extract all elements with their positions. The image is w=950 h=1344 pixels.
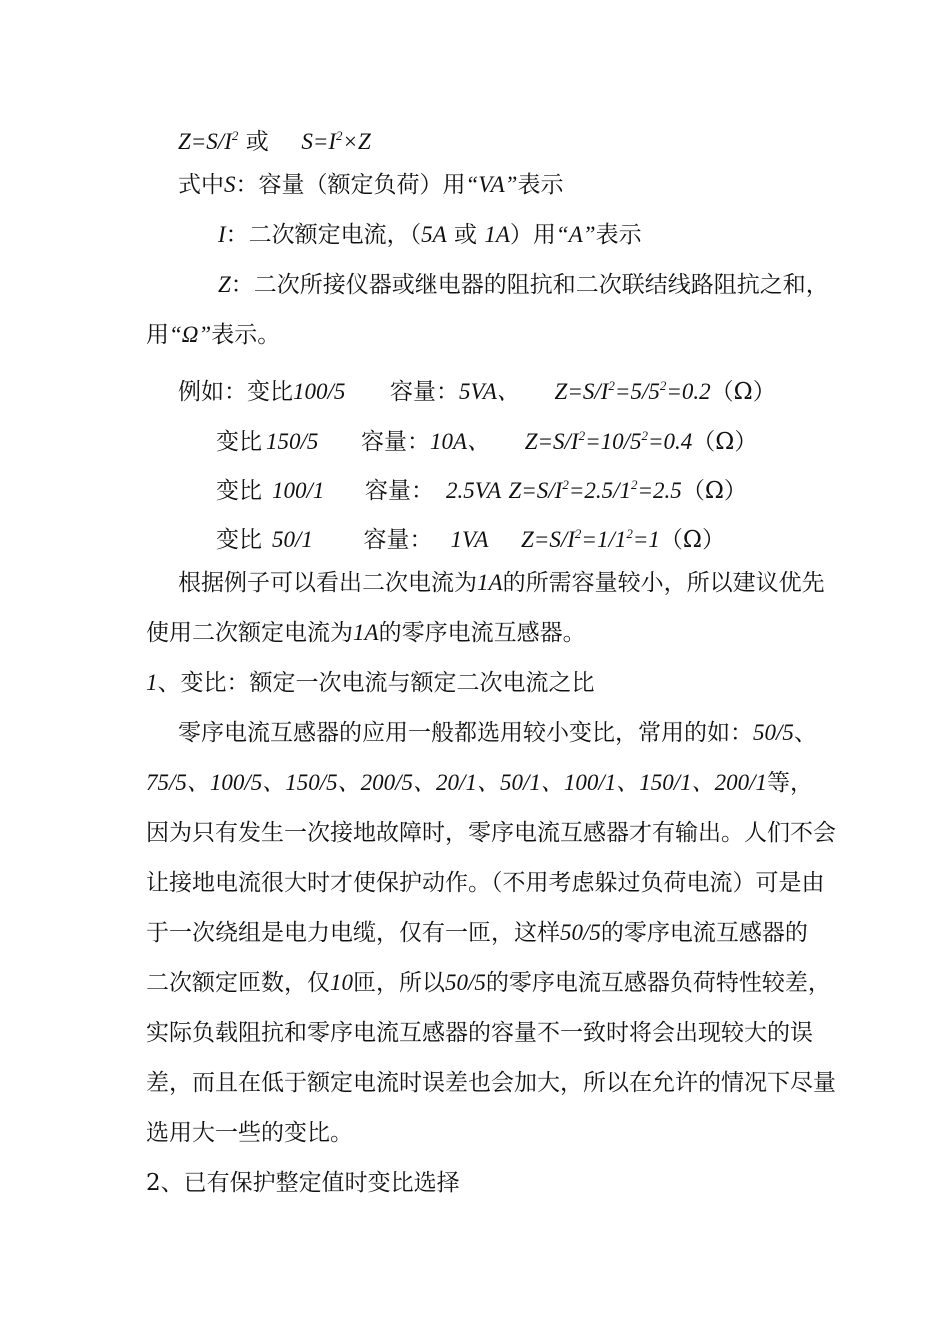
para1-line-8 <box>146 1068 836 1098</box>
where-z-prefix: 用 <box>146 322 169 348</box>
section-title: 2、已有保护整定值时变比选择 <box>146 1170 460 1196</box>
where-s-text: ：容量（额定负荷）用 <box>235 172 466 198</box>
ratio-value: 50/5 <box>753 720 794 745</box>
conclusion-text: 的零序电流互感器。 <box>378 620 586 646</box>
example-label: 例如：变比 <box>178 379 293 405</box>
value-1a: 1A <box>477 570 503 595</box>
example-calc: Z=S/I <box>524 429 579 454</box>
exponent: 2 <box>626 526 633 541</box>
example-unit: （Ω） <box>710 379 776 405</box>
exponent: 2 <box>578 428 586 443</box>
exponent: 2 <box>631 477 638 492</box>
example-calc: =0.2 <box>666 379 711 404</box>
where-z-line <box>218 270 829 300</box>
where-z-line-2 <box>146 320 280 350</box>
where-z-text: ：二次所接仪器或继电器的阻抗和二次联结线路阻抗之和， <box>230 272 829 298</box>
paragraph-text: 于一次绕组是电力电缆，仅有一匝，这样 <box>146 920 560 946</box>
value-1a: 1A <box>353 620 379 645</box>
section-2-heading <box>146 1168 460 1198</box>
s-exponent: 2 <box>336 128 343 143</box>
z-formula: Z=S/I <box>178 129 232 154</box>
conclusion-line-1 <box>178 568 825 598</box>
para1-line-7 <box>146 1018 813 1048</box>
paragraph-text: 匝，所以 <box>353 970 445 996</box>
where-i-text: ：二次额定电流，（ <box>225 222 422 248</box>
example-calc: =2.5 <box>637 478 682 503</box>
formula-line <box>178 121 371 157</box>
exponent: 2 <box>562 477 569 492</box>
para1-line-9 <box>146 1118 353 1148</box>
paragraph-text: 等， <box>767 770 814 796</box>
conclusion-text: 使用二次额定电流为 <box>146 620 353 646</box>
s-formula: S=I <box>301 129 336 154</box>
ratio-value: 50/5 <box>445 970 486 995</box>
unit-a: “A” <box>555 222 596 247</box>
example-ratio: 100/5 <box>293 379 346 404</box>
example-unit: （Ω） <box>692 429 758 455</box>
example-calc: =1 <box>632 527 660 552</box>
example-label: 变比 <box>216 478 262 504</box>
where-z-suffix: 表示。 <box>211 322 281 348</box>
example-calc: =1/1 <box>581 527 627 552</box>
paragraph-text: 差，而且在低于额定电流时误差也会加大，所以在允许的情况下尽量 <box>146 1070 836 1096</box>
symbol-i: I <box>218 222 226 247</box>
para1-line-6 <box>146 968 831 998</box>
capacity-label: 容量： <box>363 527 433 553</box>
paragraph-text: 因为只有发生一次接地故障时，零序电流互感器才有输出。人们不会 <box>146 820 836 846</box>
example-label: 变比 <box>216 429 262 455</box>
s-formula-tail: ×Z <box>342 129 371 154</box>
paragraph-text: 、 <box>793 720 817 746</box>
example-calc: =0.4 <box>648 429 693 454</box>
turns-value: 10 <box>330 970 353 995</box>
example-capacity: 10A、 <box>430 429 491 454</box>
example-unit: （Ω） <box>681 478 747 504</box>
conclusion-text: 根据例子可以看出二次电流为 <box>178 570 477 596</box>
para1-line-4 <box>146 868 825 898</box>
where-s-line <box>178 170 563 200</box>
ratio-list: 75/5、100/5、150/5、200/5、20/1、50/1、100/1、150/1、200/1 <box>146 770 768 795</box>
example-unit: （Ω） <box>659 527 725 553</box>
where-prefix: 式中 <box>178 172 224 198</box>
z-exponent: 2 <box>231 128 239 143</box>
para1-line-3 <box>146 818 836 848</box>
example-calc: Z=S/I <box>554 379 609 404</box>
where-s-suffix: 表示 <box>517 172 564 198</box>
example-capacity: 2.5VA <box>446 478 502 503</box>
paragraph-text: 让接地电流很大时才使保护动作。（不用考虑躲过负荷电流）可是由 <box>146 870 825 896</box>
value-5a: 5A <box>421 222 447 247</box>
value-1a: 1A <box>484 222 510 247</box>
or-word: 或 <box>454 222 478 248</box>
unit-ohm: “Ω” <box>169 322 212 347</box>
para1-line-5 <box>146 918 808 948</box>
capacity-label: 容量： <box>365 478 435 504</box>
example-row <box>178 371 776 407</box>
example-calc: Z=S/I <box>508 478 563 503</box>
section-number: 1 <box>146 670 158 695</box>
section-1-heading <box>146 668 595 698</box>
example-ratio: 50/1 <box>272 527 313 552</box>
ratio-value: 50/5 <box>560 920 601 945</box>
example-calc: =2.5/1 <box>568 478 632 503</box>
example-calc: =5/5 <box>614 379 660 404</box>
paragraph-text: 的零序电流互感器的 <box>600 920 808 946</box>
or-word: 或 <box>245 129 269 155</box>
example-label: 变比 <box>216 527 262 553</box>
paragraph-text: 选用大一些的变比。 <box>146 1120 353 1146</box>
exponent: 2 <box>659 378 667 393</box>
paragraph-text: 的零序电流互感器负荷特性较差， <box>485 970 831 996</box>
example-row <box>216 519 725 555</box>
paragraph-text: 零序电流互感器的应用一般都选用较小变比，常用的如： <box>178 720 753 746</box>
para1-line-2 <box>146 768 813 798</box>
example-ratio: 100/1 <box>272 478 325 503</box>
example-calc: =10/5 <box>585 429 642 454</box>
paragraph-text: 二次额定匝数，仅 <box>146 970 330 996</box>
example-capacity: 5VA、 <box>459 379 520 404</box>
where-i-line <box>218 220 642 250</box>
paragraph-text: 实际负载阻抗和零序电流互感器的容量不一致时将会出现较大的误 <box>146 1020 813 1046</box>
exponent: 2 <box>641 428 648 443</box>
section-title: 、变比：额定一次电流与额定二次电流之比 <box>157 670 595 696</box>
symbol-s: S <box>224 172 236 197</box>
where-i-mid: ）用 <box>509 222 556 248</box>
example-row <box>216 421 757 457</box>
example-capacity: 1VA <box>450 527 489 552</box>
para1-line-1 <box>178 718 817 748</box>
exponent: 2 <box>574 526 582 541</box>
unit-va: “VA” <box>465 172 518 197</box>
symbol-z: Z <box>218 272 231 297</box>
exponent: 2 <box>608 378 615 393</box>
capacity-label: 容量： <box>390 379 460 405</box>
example-calc: Z=S/I <box>521 527 575 552</box>
where-i-suffix: 表示 <box>595 222 642 248</box>
conclusion-text: 的所需容量较小，所以建议优先 <box>502 570 825 596</box>
capacity-label: 容量： <box>361 429 431 455</box>
conclusion-line-2 <box>146 618 586 648</box>
example-row <box>216 470 747 506</box>
example-ratio: 150/5 <box>266 429 319 454</box>
